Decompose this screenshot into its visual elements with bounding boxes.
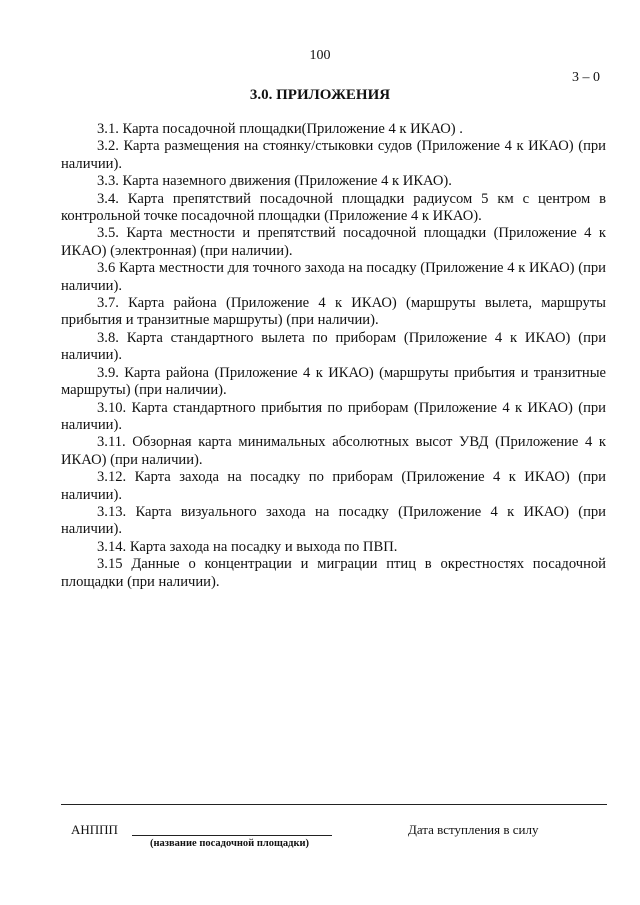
list-item: 3.14. Карта захода на посадку и выхода по ПВП. [97,538,398,555]
list-item: 3.15 Данные о концентрации и миграции птиц в окрестностях посадочной площадки (при наличии). [61,556,606,590]
list-item: 3.8. Карта стандартного вылета по приборам (Приложение 4 к ИКАО) (при наличии). [61,329,606,364]
list-item: 3.7. Карта района (Приложение 4 к ИКАО) (маршруты вылета, маршруты прибытия и транзитные маршруты) (при наличии). [61,295,606,329]
list-item: 3.6 Карта местности для точного захода на посадку (Приложение 4 к ИКАО) (при наличии). [61,260,606,294]
list-item: 3.4. Карта препятствий посадочной площадки радиусом 5 км с центром в контрольной точке посадочной площадки (Приложение 4 к ИКАО). [61,190,606,225]
section-code: 3 – 0 [572,70,600,85]
list-item: 3.11. Обзорная карта минимальных абсолютных высот УВД (Приложение 4 к ИКАО) (при наличии). [61,434,606,468]
aerodrome-name-blank [132,835,332,836]
footer-effective-date-label: Дата вступления в силу [408,822,539,837]
section-title: 3.0. ПРИЛОЖЕНИЯ [249,87,391,103]
page-number: 100 [309,48,331,63]
appendix-list [61,121,606,591]
list-item: 3.10. Карта стандартного прибытия по приборам (Приложение 4 к ИКАО) (при наличии). [61,399,606,433]
list-item: 3.12. Карта захода на посадку по приборам (Приложение 4 к ИКАО) (при наличии). [61,469,606,503]
list-item: 3.3. Карта наземного движения (Приложение 4 к ИКАО). [97,173,452,190]
footer-divider [61,804,607,805]
list-item: 3.13. Карта визуального захода на посадку (Приложение 4 к ИКАО) (при наличии). [61,503,606,538]
list-item: 3.1. Карта посадочной площадки(Приложение 4 к ИКАО) . [97,121,463,137]
footer-aerodrome-caption: (название посадочной площадки) [150,838,310,849]
list-item: 3.2. Карта размещения на стоянку/стыковки судов (Приложение 4 к ИКАО) (при наличии). [61,138,606,172]
list-item: 3.5. Карта местности и препятствий посадочной площадки (Приложение 4 к ИКАО) (электронная) (при наличии). [61,225,606,259]
footer-aerodrome-label: АНППП [71,822,118,837]
list-item: 3.9. Карта района (Приложение 4 к ИКАО) (маршруты прибытия и транзитные маршруты) (при наличии). [61,364,606,399]
